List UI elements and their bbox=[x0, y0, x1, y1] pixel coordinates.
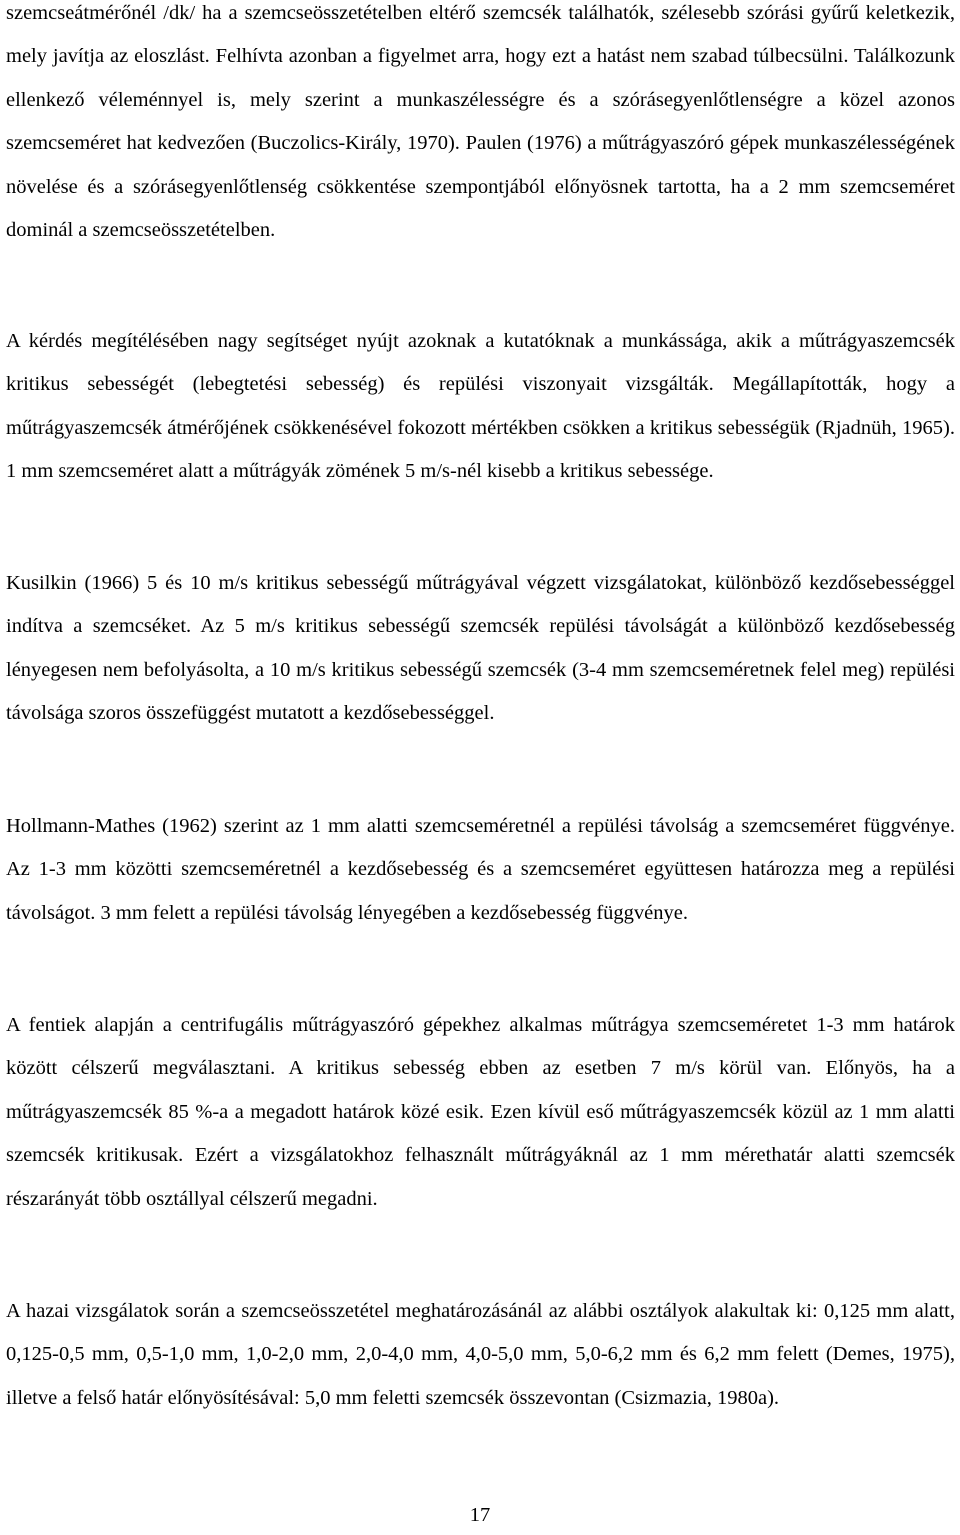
body-paragraph-5: A fentiek alapján a centrifugális műtrágyaszóró gépekhez alkalmas műtrágya szemcseméretet 1-3 mm határok között célszerű megválasztani. A kritikus sebesség ebben az esetben 7 m/s körül van. Előnyös, ha a műtrágyaszemcsék 85 %-a a megadott határok közé esik. Ezen kívül eső műtrágyaszemcsék közül az 1 mm alatti szemcsék kritikusak. Ezért a vizsgálatokhoz felhasznált műtrágyáknál az 1 mm mérethatár alatti szemcsék részarányát több osztállyal célszerű megadni. bbox=[6, 1014, 955, 1210]
body-paragraph-1: szemcseátmérőnél /dk/ ha a szemcseösszetételben eltérő szemcsék találhatók, szélesebb szórási gyűrű keletkezik, mely javítja az eloszlást. Felhívta azonban a figyelmet arra, hogy ezt a hatást nem szabad túlbecsülni. Találkozunk ellenkező véleménnyel is, mely szerint a munkaszélességre és a szórásegyenlőtlenségre a közel azonos szemcseméret hat kedvezően (Buczolics-Király, 1970). Paulen (1976) a műtrágyaszóró gépek munkaszélességének növelése és a szórásegyenlőtlenség csökkentése szempontjából előnyösnek tartotta, ha a 2 mm szemcseméret dominál a szemcseösszetételben. bbox=[6, 2, 955, 242]
body-paragraph-4: Hollmann-Mathes (1962) szerint az 1 mm alatti szemcseméretnél a repülési távolság a szemcseméret függvénye. Az 1-3 mm közötti szemcseméretnél a kezdősebesség és a szemcseméret együttesen határozza meg a repülési távolságot. 3 mm felett a repülési távolság lényegében a kezdősebesség függvénye. bbox=[6, 815, 955, 924]
page-number: 17 bbox=[469, 1504, 491, 1526]
body-paragraph-3: Kusilkin (1966) 5 és 10 m/s kritikus sebességű műtrágyával végzett vizsgálatokat, különböző kezdősebességgel indítva a szemcséket. Az 5 m/s kritikus sebességű szemcsék repülési távolságát a különböző kezdősebesség lényegesen nem befolyásolta, a 10 m/s kritikus sebességű szemcsék (3-4 mm szemcseméretnek felel meg) repülési távolsága szoros összefüggést mutatott a kezdősebességgel. bbox=[6, 572, 955, 725]
body-paragraph-2: A kérdés megítélésében nagy segítséget nyújt azoknak a kutatóknak a munkássága, akik a műtrágyaszemcsék kritikus sebességét (lebegtetési sebesség) és repülési viszonyait vizsgálták. Megállapították, hogy a műtrágyaszemcsék átmérőjének csökkenésével fokozott mértékben csökken a kritikus sebességük (Rjadnüh, 1965). 1 mm szemcseméret alatt a műtrágyák zömének 5 m/s-nél kisebb a kritikus sebessége. bbox=[6, 330, 955, 483]
body-paragraph-6: A hazai vizsgálatok során a szemcseösszetétel meghatározásánál az alábbi osztályok alakultak ki: 0,125 mm alatt, 0,125-0,5 mm, 0,5-1,0 mm, 1,0-2,0 mm, 2,0-4,0 mm, 4,0-5,0 mm, 5,0-6,2 mm és 6,2 mm felett (Demes, 1975), illetve a felső határ előnyösítésával: 5,0 mm feletti szemcsék összevontan (Csizmazia, 1980a). bbox=[6, 1300, 955, 1409]
